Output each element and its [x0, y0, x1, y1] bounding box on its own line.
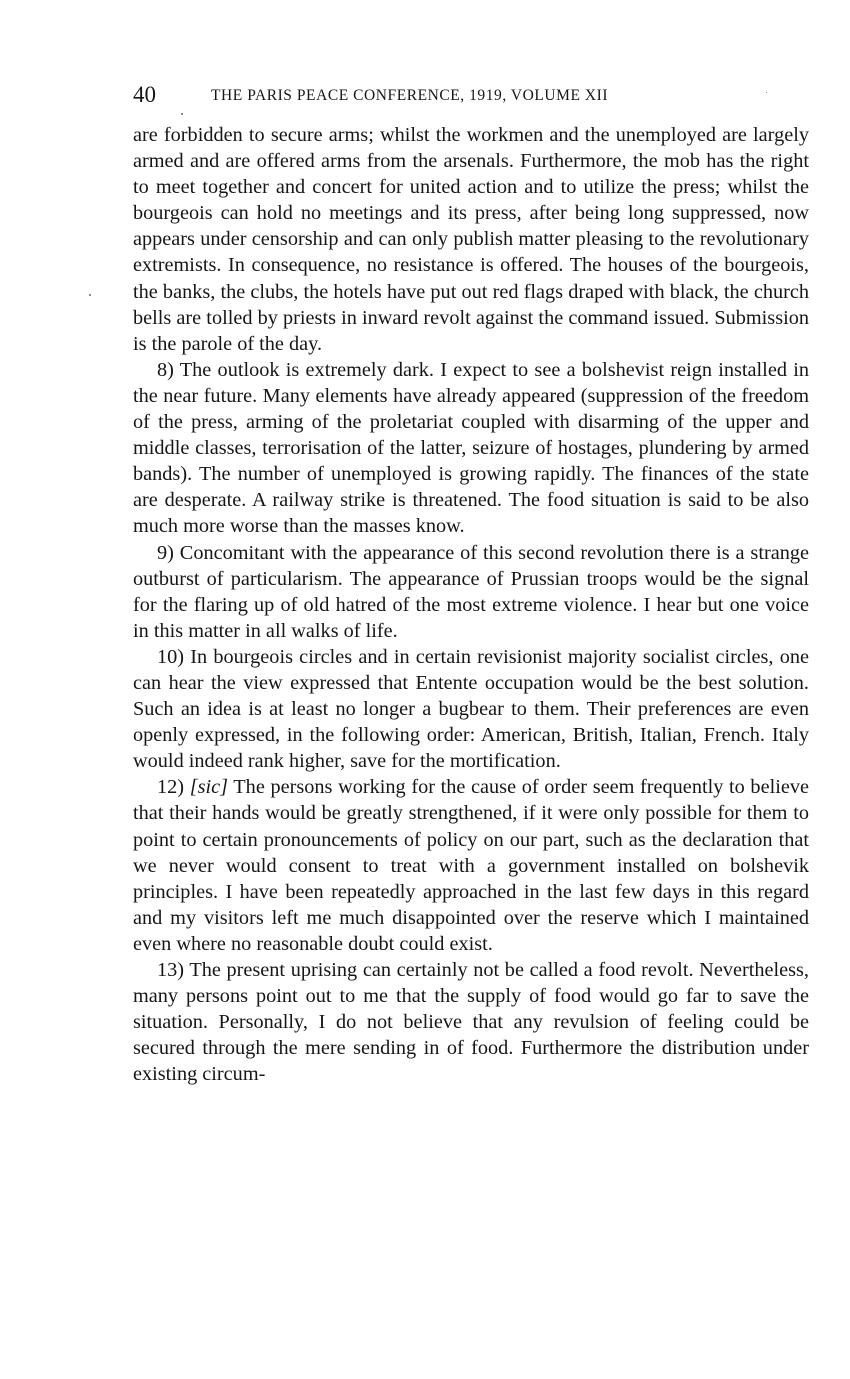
paragraph-12 [133, 774, 809, 957]
paragraph-13: 13) The present uprising can certainly not be called a food revolt. Nevertheless, many persons point out to me that the supply of food would go far to save the situation. Personally, I do not believe that any revulsion of feeling could be secured through the mere sending in of food. Furthermore the distribution under existing circum- [133, 959, 809, 1086]
paragraph-12-text: The persons working for the cause of order seem frequently to believe that their hands would be greatly strengthened, if it were only possible for them to point to certain pronouncements of policy on our part, such as the declaration that we never would consent to treat with a government installed on bolshevik principles. I have been repeatedly approached in the last few days in this regard and my visitors left me much disappointed over the reserve which I maintained even where no reasonable doubt could exist. [133, 776, 809, 955]
page-number: 40 [133, 82, 156, 107]
sic-marker: [sic] [189, 776, 229, 799]
running-header [133, 80, 813, 110]
paragraph-12-number: 12) [157, 776, 190, 799]
paragraph-continuation: are forbidden to secure arms; whilst the workmen and the unemployed are largely armed and are offered arms from the arsenals. Furthermore, the mob has the right to meet together and concert for united action and to utilize the press; whilst the bourgeois can hold no meetings and its press, after being long suppressed, now appears under censorship and can only publish matter pleasing to the revolutionary extremists. In consequence, no resistance is offered. The houses of the bourgeois, the banks, the clubs, the hotels have put out red flags draped with black, the church bells are tolled by priests in inward revolt against the command issued. Submission is the parole of the day. [133, 124, 809, 355]
scan-speck [181, 113, 183, 115]
scan-speck [766, 92, 767, 93]
running-title: THE PARIS PEACE CONFERENCE, 1919, VOLUME XII [211, 87, 609, 104]
scan-speck [89, 294, 91, 296]
body-text [133, 122, 809, 1087]
paragraph-8: 8) The outlook is extremely dark. I expect to see a bolshevist reign installed in the near future. Many elements have already appeared (suppression of the freedom of the press, arming of the proletariat coupled with disarming of the upper and middle classes, terrorisation of the latter, seizure of hostages, plundering by armed bands). The number of unemployed is growing rapidly. The finances of the state are desperate. A railway strike is threatened. The food situation is said to be also much more worse than the masses know. [133, 358, 809, 538]
paragraph-9: 9) Concomitant with the appearance of this second revolution there is a strange outburst of particularism. The appearance of Prussian troops would be the signal for the flaring up of old hatred of the most extreme violence. I hear but one voice in this matter in all walks of life. [133, 541, 809, 642]
paragraph-10: 10) In bourgeois circles and in certain revisionist majority socialist circles, one can hear the view expressed that Entente occupation would be the best solution. Such an idea is at least no longer a bugbear to them. Their preferences are even openly expressed, in the following order: American, British, Italian, French. Italy would indeed rank higher, save for the mortification. [133, 645, 809, 773]
